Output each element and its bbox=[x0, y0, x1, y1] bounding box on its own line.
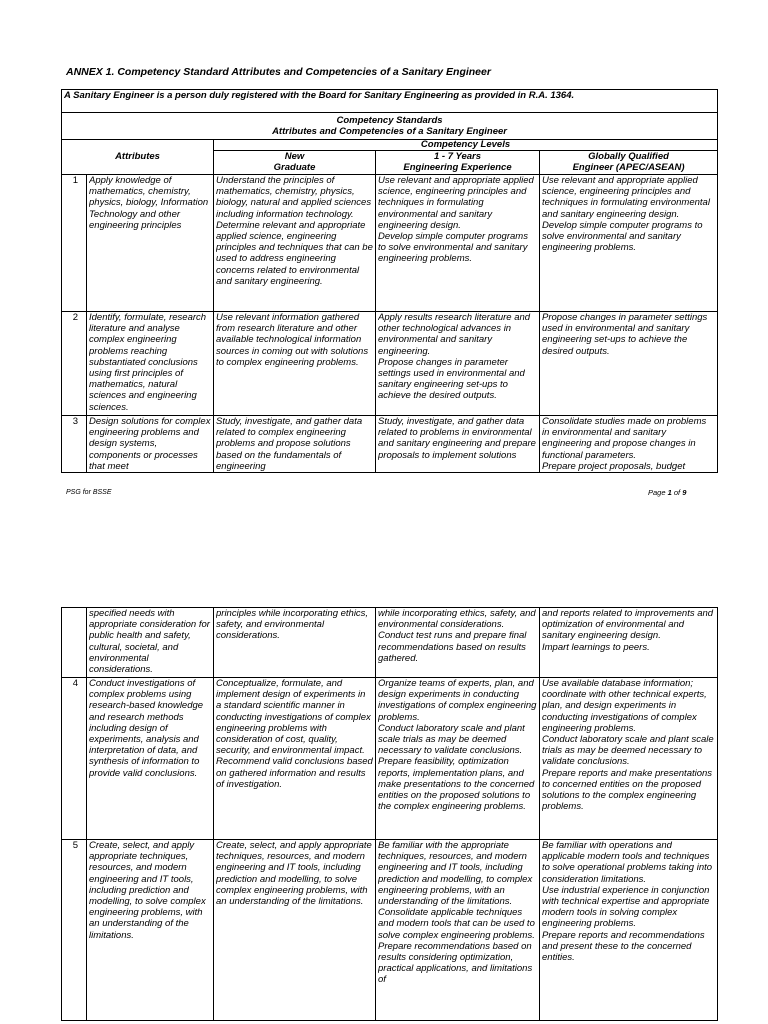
experience-text: while incorporating ethics, safety, and environmental considerations. Conduct test runs and prepare final recommendations based on results gathered. bbox=[378, 608, 536, 664]
global-cell bbox=[540, 608, 718, 678]
column-header-row-1 bbox=[62, 140, 718, 151]
new-graduate-cell bbox=[214, 678, 376, 840]
global-cell bbox=[540, 175, 718, 312]
experience-cell bbox=[376, 840, 540, 1021]
new-graduate-cell bbox=[214, 416, 376, 473]
row-number: 1 bbox=[62, 175, 87, 312]
header-global-line-2: Engineer (APEC/ASEAN) bbox=[572, 162, 685, 174]
row-number: 3 bbox=[62, 416, 87, 473]
new-graduate-cell bbox=[214, 840, 376, 1021]
attribute-cell bbox=[87, 840, 214, 1021]
attribute-text: Identify, formulate, research literature and analyse complex engineering problems reaching substantiated conclusions using first principles of mathematics, natural sciences and engineering sciences. bbox=[89, 312, 207, 413]
sanitary-engineer-definition: A Sanitary Engineer is a person duly registered with the Board for Sanitary Engineering as provided in R.A. 1364. bbox=[62, 90, 718, 113]
global-text: Use available database information; coordinate with other technical experts, plan, and design experiments in conducting investigations of complex engineering problems. Conduct laboratory scale and plant scale trials as may be deemed necessary to validate conclusions. Prepare reports and make presentations to concerned entities on the proposed solutions to the complex engineering problems. bbox=[542, 678, 714, 813]
global-text: Propose changes in parameter settings used in environmental and sanitary engineering set-ups to achieve the desired outputs. bbox=[542, 312, 708, 357]
global-cell bbox=[540, 678, 718, 840]
table-row bbox=[62, 608, 718, 678]
table-row bbox=[62, 678, 718, 840]
new-graduate-cell bbox=[214, 312, 376, 416]
new-graduate-cell bbox=[214, 608, 376, 678]
header-new-graduate-line-2: Graduate bbox=[273, 162, 316, 174]
footer-page-total: 9 bbox=[682, 488, 687, 497]
attribute-text: specified needs with appropriate consideration for public health and safety, cultural, societal, and environmental considerations. bbox=[89, 608, 210, 676]
row-number: 5 bbox=[62, 840, 87, 1021]
header-global bbox=[540, 151, 718, 175]
standards-title-line-1: Competency Standards bbox=[336, 115, 443, 126]
page-2-viewport bbox=[0, 607, 768, 1024]
header-global-line-1: Globally Qualified bbox=[588, 151, 669, 162]
attribute-text: Design solutions for complex engineering problems and design systems, components or processes that meet bbox=[89, 416, 211, 472]
footer-page-indicator bbox=[648, 488, 686, 497]
new-graduate-text: Create, select, and apply appropriate techniques, resources, and modern engineering and IT tools, including prediction and modelling, to solve complex engineering problems, with an understanding of the limitations. bbox=[216, 840, 372, 908]
global-cell bbox=[540, 312, 718, 416]
attribute-cell bbox=[87, 416, 214, 473]
header-experience bbox=[376, 151, 540, 175]
experience-cell bbox=[376, 312, 540, 416]
experience-text: Be familiar with the appropriate techniques, resources, and modern engineering and IT tools, including prediction and modelling, to complex engineering problems, with an understanding of the limitations. Consolidate applicable techniques and modern tools that can be used to solve complex engineering problems. Prepare recommendations based on results considering optimization, practical applications, and limitations of bbox=[378, 840, 535, 986]
experience-cell bbox=[376, 416, 540, 473]
attribute-cell bbox=[87, 608, 214, 678]
row-number bbox=[62, 608, 87, 678]
header-new-graduate-line-1: New bbox=[284, 151, 305, 162]
experience-cell bbox=[376, 678, 540, 840]
table-row bbox=[62, 416, 718, 473]
new-graduate-text: Use relevant information gathered from research literature and other available technological information sources in coming out with solutions to complex engineering problems. bbox=[216, 312, 369, 368]
footer-page-number: 1 bbox=[667, 488, 672, 497]
standards-title-row bbox=[62, 113, 718, 140]
experience-text: Study, investigate, and gather data related to problems in environmental and sanitary engineering and prepare proposals to implement solutions bbox=[378, 416, 536, 461]
competency-table-page1 bbox=[61, 89, 718, 473]
annex-title: ANNEX 1. Competency Standard Attributes and Competencies of a Sanitary Engineer bbox=[66, 66, 491, 78]
footer-document-label: PSG for BSSE bbox=[66, 489, 112, 496]
new-graduate-text: Understand the principles of mathematics, chemistry, physics, biology, natural and applied sciences including information technology. Determine relevant and appropriate applied science, engineering principles and techniques that can be used to address engineering concerns related to environmental and sanitary engineering. bbox=[216, 175, 373, 287]
attribute-cell bbox=[87, 175, 214, 312]
table-row bbox=[62, 312, 718, 416]
new-graduate-text: Conceptualize, formulate, and implement design of experiments in a standard scientific manner in conducting investigations of complex engineering problems with consideration of cost, quality, security, and environmental impact. Recommend valid conclusions based on gathered information and results of investigation. bbox=[216, 678, 373, 790]
row-number: 4 bbox=[62, 678, 87, 840]
experience-text: Use relevant and appropriate applied science, engineering principles and techniques in formulating environmental and sanitary engineering design. Develop simple computer programs to solve environmental and sanitary engineering problems. bbox=[378, 175, 534, 265]
experience-text: Apply results research literature and other technological advances in environmental and sanitary engineering. Propose changes in parameter settings used in environmental and sanitary engineering set-ups to achieve the desired outputs. bbox=[378, 312, 531, 402]
header-new-graduate bbox=[214, 151, 376, 175]
row-number: 2 bbox=[62, 312, 87, 416]
standards-title-line-2: Attributes and Competencies of a Sanitary Engineer bbox=[272, 126, 507, 138]
experience-cell bbox=[376, 608, 540, 678]
attribute-text: Create, select, and apply appropriate techniques, resources, and modern engineering and IT tools, including prediction and modelling, to solve complex engineering problems, with an understanding of the limitations. bbox=[89, 840, 206, 941]
global-text: Consolidate studies made on problems in environmental and sanitary engineering and propose changes in functional parameters. Prepare project proposals, budget bbox=[542, 416, 707, 472]
competency-table-page2 bbox=[61, 607, 718, 1021]
header-experience-line-2: Engineering Experience bbox=[403, 162, 512, 174]
global-cell bbox=[540, 416, 718, 473]
global-text: and reports related to improvements and optimization of environmental and sanitary engineering design. Impart learnings to peers. bbox=[542, 608, 714, 653]
header-attributes: Attributes bbox=[62, 140, 214, 175]
definition-row bbox=[62, 90, 718, 113]
table-row bbox=[62, 175, 718, 312]
footer-of-label: of bbox=[673, 488, 681, 497]
footer-page-label: Page bbox=[648, 488, 666, 497]
standards-title bbox=[62, 113, 718, 140]
header-experience-line-1: 1 - 7 Years bbox=[433, 151, 481, 162]
attribute-cell bbox=[87, 678, 214, 840]
header-competency-levels: Competency Levels bbox=[214, 140, 718, 151]
new-graduate-text: Study, investigate, and gather data related to complex engineering problems and propose solutions based on the fundamentals of engineering bbox=[216, 416, 363, 472]
experience-cell bbox=[376, 175, 540, 312]
table-row bbox=[62, 840, 718, 1021]
experience-text: Organize teams of experts, plan, and design experiments in conducting investigations of complex engineering problems. Conduct laboratory scale and plant scale trials as may be deemed necessary to validate conclusions. Prepare feasibility, optimization reports, implementation plans, and make presentations to the concerned entities on the proposed solutions to the complex engineering problems. bbox=[378, 678, 537, 813]
attribute-text: Apply knowledge of mathematics, chemistry, physics, biology, Information Technology and other engineering principles bbox=[89, 175, 209, 231]
new-graduate-text: principles while incorporating ethics, safety, and environmental considerations. bbox=[216, 608, 369, 642]
new-graduate-cell bbox=[214, 175, 376, 312]
global-text: Be familiar with operations and applicable modern tools and techniques to solve operational problems taking into consideration limitations. Use industrial experience in conjunction with technical expertise and appropriate modern tools in solving complex engineering problems. Prepare reports and recommendations and present these to the concerned entities. bbox=[542, 840, 713, 964]
global-text: Use relevant and appropriate applied science, engineering principles and techniques in formulating environmental and sanitary engineering design. Develop simple computer programs to solve environmental and sanitary engineering problems. bbox=[542, 175, 710, 254]
attribute-cell bbox=[87, 312, 214, 416]
attribute-text: Conduct investigations of complex problems using research-based knowledge and research methods including design of experiments, analysis and interpretation of data, and synthesis of information to provide valid conclusions. bbox=[89, 678, 204, 779]
global-cell bbox=[540, 840, 718, 1021]
